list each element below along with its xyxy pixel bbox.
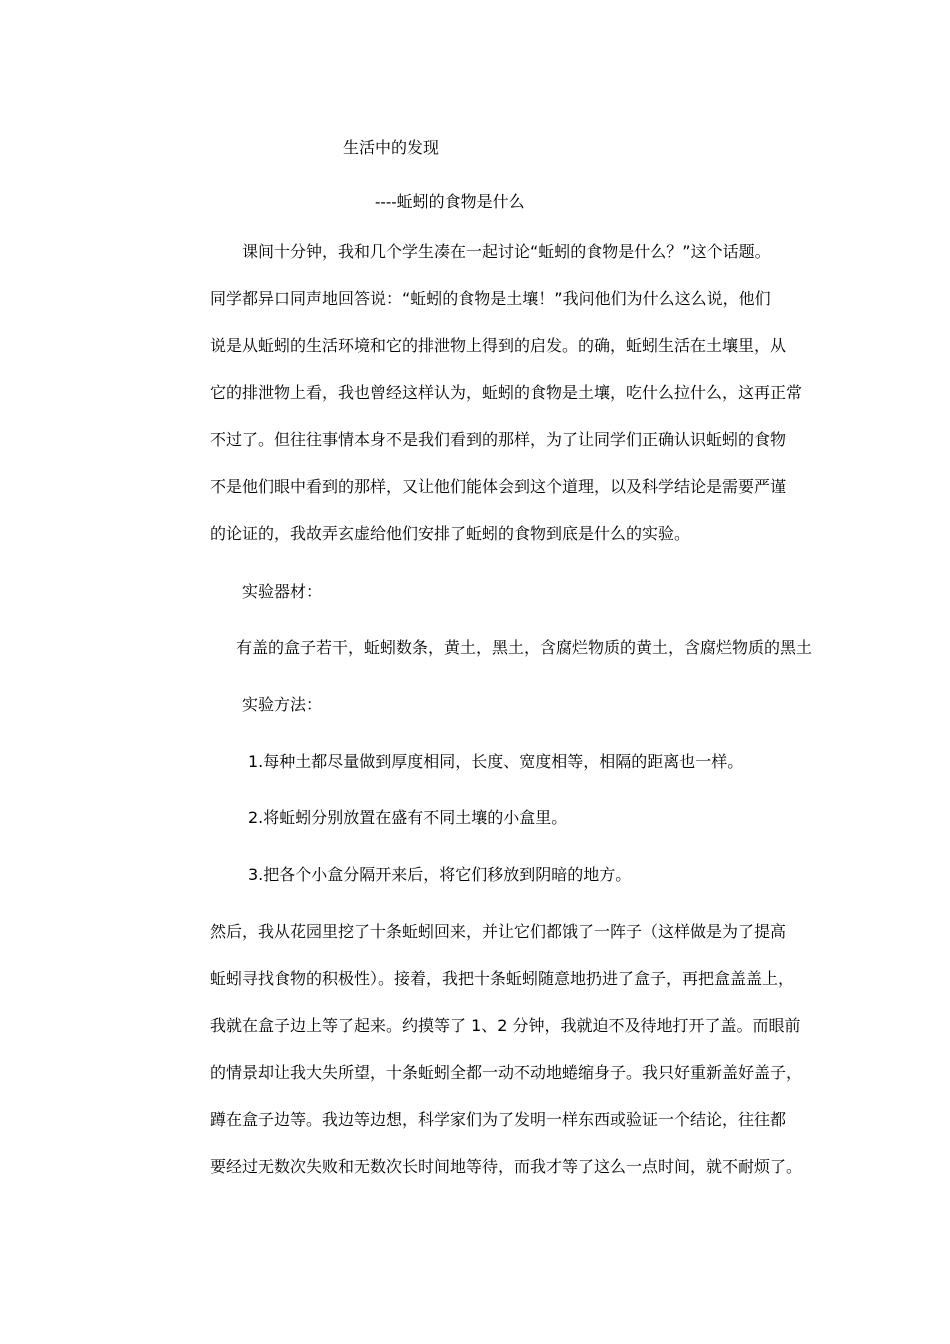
story-line: 要经过无数次失败和无数次长时间地等待，而我才等了这么一点时间，就不耐烦了。: [210, 1157, 803, 1176]
intro-line: 的论证的，我故弄玄虚给他们安排了蚯蚓的食物到底是什么的实验。: [210, 524, 691, 543]
story-line: 蹲在盒子边等。我边等边想，科学家们为了发明一样东西或验证一个结论，往往都: [210, 1110, 787, 1129]
story-line: 的情景却让我大失所望，十条蚯蚓全都一动不动地蜷缩身子。我只好重新盖好盖子，: [210, 1063, 803, 1082]
intro-line: 同学都异口同声地回答说：“蚯蚓的食物是土壤！”我问他们为什么这么说，他们: [210, 289, 771, 308]
document-title: 生活中的发现: [343, 138, 440, 157]
intro-line: 不过了。但往往事情本身不是我们看到的那样，为了让同学们正确认识蚯蚓的食物: [210, 430, 787, 449]
method-step: 3.把各个小盒分隔开来后，将它们移放到阴暗的地方。: [248, 865, 632, 884]
intro-line: 不是他们眼中看到的那样，又让他们能体会到这个道理，以及科学结论是需要严谨: [210, 477, 787, 496]
story-line: 蚯蚓寻找食物的积极性）。接着，我把十条蚯蚓随意地扔进了盒子，再把盒盖盖上，: [210, 969, 795, 988]
document-subtitle: ----蚯蚓的食物是什么: [375, 192, 525, 211]
method-step: 2.将蚯蚓分别放置在盛有不同土壤的小盒里。: [248, 808, 568, 827]
method-step: 1.每种土都尽量做到厚度相同，长度、宽度相等，相隔的距离也一样。: [248, 752, 744, 771]
intro-line: 课间十分钟，我和几个学生凑在一起讨论“蚯蚓的食物是什么？”这个话题。: [242, 242, 771, 261]
story-line: 我就在盒子边上等了起来。约摸等了 1、2 分钟，我就迫不及待地打开了盖。而眼前: [210, 1016, 801, 1035]
materials-text: 有盖的盒子若干，蚯蚓数条，黄土，黑土，含腐烂物质的黄土，含腐烂物质的黑土: [236, 638, 813, 657]
method-heading: 实验方法：: [242, 695, 323, 714]
story-line: 然后，我从花园里挖了十条蚯蚓回来，并让它们都饿了一阵子（这样做是为了提高: [210, 922, 787, 941]
materials-heading: 实验器材：: [242, 582, 323, 601]
intro-line: 说是从蚯蚓的生活环境和它的排泄物上得到的启发。的确，蚯蚓生活在土壤里，从: [210, 336, 787, 355]
intro-line: 它的排泄物上看，我也曾经这样认为，蚯蚓的食物是土壤，吃什么拉什么，这再正常: [210, 383, 803, 402]
